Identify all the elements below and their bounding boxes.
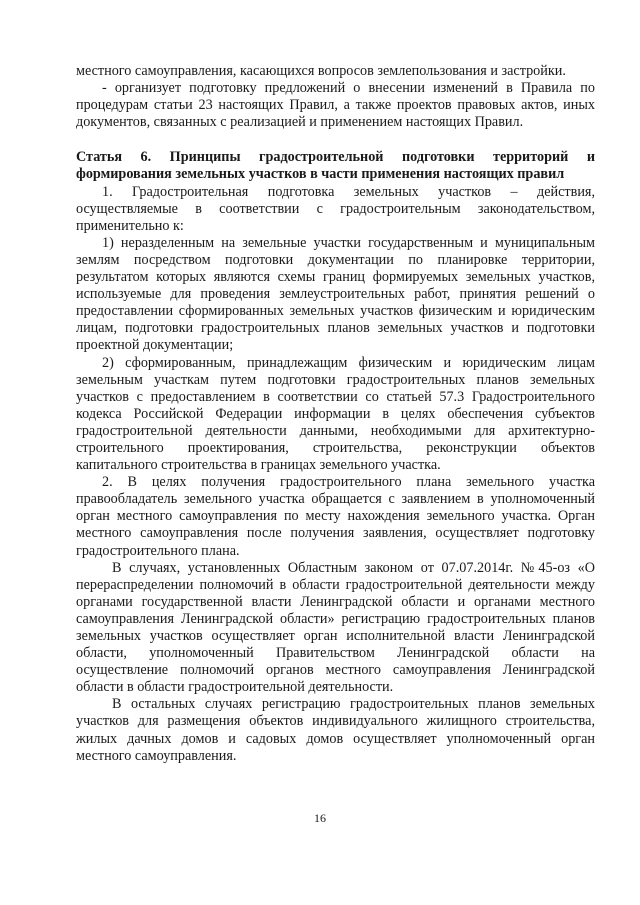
article-heading: Статья 6. Принципы градостроительной подготовки территорий и формирования земельных участков в части применения настоящих правил <box>76 149 595 183</box>
paragraph-gap <box>76 131 595 149</box>
paragraph-subclause-2: 2) сформированным, принадлежащим физическим и юридическим лицам земельным участкам путем подготовки градостроительных планов земельных участков с предоставлением в соответствии со статьей 57.3 Градостроительного кодекса Российской Федерации информации в целях обеспечения субъектов градостроительной деятельности данными, необходимыми для архитектурно-строительного проектирования, строительства, реконструкции объектов капитального строительства в границах земельного участка. <box>76 354 595 474</box>
paragraph-regional-law: В случаях, установленных Областным законом от 07.07.2014г. №45-оз «О перераспределении полномочий в области градостроительной деятельности между органами государственной власти Ленинградской области и органами местного самоуправления Ленинградской области» регистрацию градостроительных планов земельных участков осуществляет орган исполнительной власти Ленинградской области, уполномоченный Правительством Ленинградской области на осуществление полномочий органов местного самоуправления Ленинградской области в области градостроительной деятельности. <box>76 559 595 696</box>
paragraph-clause-2: 2. В целях получения градостроительного плана земельного участка правообладатель земельного участка обращается с заявлением в уполномоченный орган местного самоуправления по месту нахождения земельного участка. Орган местного самоуправления после получения заявления, осуществляет подготовку градостроительного плана. <box>76 474 595 559</box>
page-content <box>76 63 595 765</box>
paragraph-subclause-1: 1) неразделенным на земельные участки государственным и муниципальным землям посредством подготовки документации по планировке территории, результатом которых являются схемы границ формируемых земельных участков, используемые для проведения землеустроительных работ, принятия решений о предоставлении сформированных земельных участков физическим и юридическим лицам, подготовки градостроительных планов земельных участков и подготовки проектной документации; <box>76 234 595 354</box>
paragraph-clause-1: 1. Градостроительная подготовка земельных участков – действия, осуществляемые в соответствии с градостроительным законодательством, применительно к: <box>76 183 595 234</box>
paragraph-continuation: местного самоуправления, касающихся вопросов землепользования и застройки. <box>76 63 566 79</box>
page-number: 16 <box>314 811 326 825</box>
paragraph-list-item: - организует подготовку предложений о внесении изменений в Правила по процедурам статьи 23 настоящих Правил, а также проектов правовых актов, иных документов, связанных с реализацией и применением настоящих Правил. <box>76 80 595 131</box>
paragraph-other-cases: В остальных случаях регистрацию градостроительных планов земельных участков для размещения объектов индивидуального жилищного строительства, жилых дачных домов и садовых домов осуществляет уполномоченный орган местного самоуправления. <box>76 696 595 764</box>
